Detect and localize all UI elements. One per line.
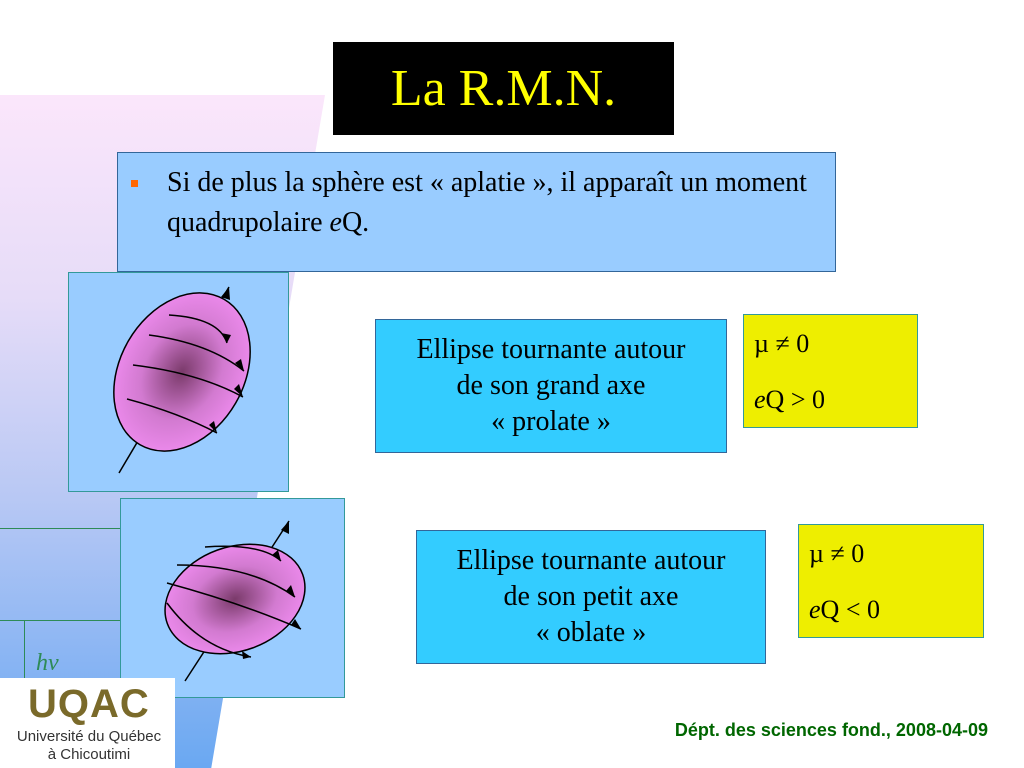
oblate-diagram	[120, 498, 345, 698]
oblate-description	[416, 530, 766, 664]
prolate-line3: « prolate »	[491, 406, 611, 437]
oblate-line2: de son petit axe	[503, 581, 679, 612]
bullet-marker	[131, 180, 138, 187]
prolate-values	[743, 314, 918, 428]
oblate-line1: Ellipse tournante autour	[456, 545, 726, 576]
logo-line2: à Chicoutimi	[47, 746, 131, 763]
prolate-line1: Ellipse tournante autour	[416, 334, 686, 365]
uqac-logo	[0, 678, 175, 768]
oblate-line3: « oblate »	[535, 617, 647, 648]
logo-name: UQAC	[28, 682, 150, 726]
logo-line1: Université du Québec	[16, 728, 162, 745]
prolate-eq-value: Q > 0	[765, 385, 825, 414]
prolate-eq-e: e	[754, 385, 766, 414]
bullet-text	[167, 163, 832, 243]
prolate-line2: de son grand axe	[456, 370, 646, 401]
bullet-text-main: Si de plus la sphère est « aplatie », il apparaît un moment quadrupolaire	[167, 167, 807, 238]
prolate-eq	[754, 385, 825, 415]
prolate-ellipsoid-illustration	[69, 273, 288, 491]
decor-line	[0, 620, 120, 621]
prolate-diagram	[68, 272, 289, 492]
oblate-eq	[809, 595, 880, 625]
oblate-values	[798, 524, 984, 638]
decor-line	[0, 528, 120, 529]
prolate-description	[375, 319, 727, 453]
oblate-ellipsoid-illustration	[121, 499, 344, 697]
oblate-eq-value: Q < 0	[820, 595, 880, 624]
h-nu-mark: hν	[36, 650, 59, 676]
bullet-text-e: e	[329, 207, 342, 238]
oblate-mu: µ ≠ 0	[809, 539, 865, 568]
slide-title-text: La R.M.N.	[390, 60, 617, 117]
bullet-box	[117, 152, 836, 272]
prolate-mu: µ ≠ 0	[754, 329, 810, 358]
slide-title	[333, 42, 674, 135]
decor-line	[24, 620, 25, 680]
logo-subtitle	[8, 728, 170, 764]
bullet-text-q: Q.	[341, 207, 370, 238]
oblate-eq-e: e	[809, 595, 821, 624]
footer-text: Dépt. des sciences fond., 2008-04-09	[674, 720, 988, 740]
